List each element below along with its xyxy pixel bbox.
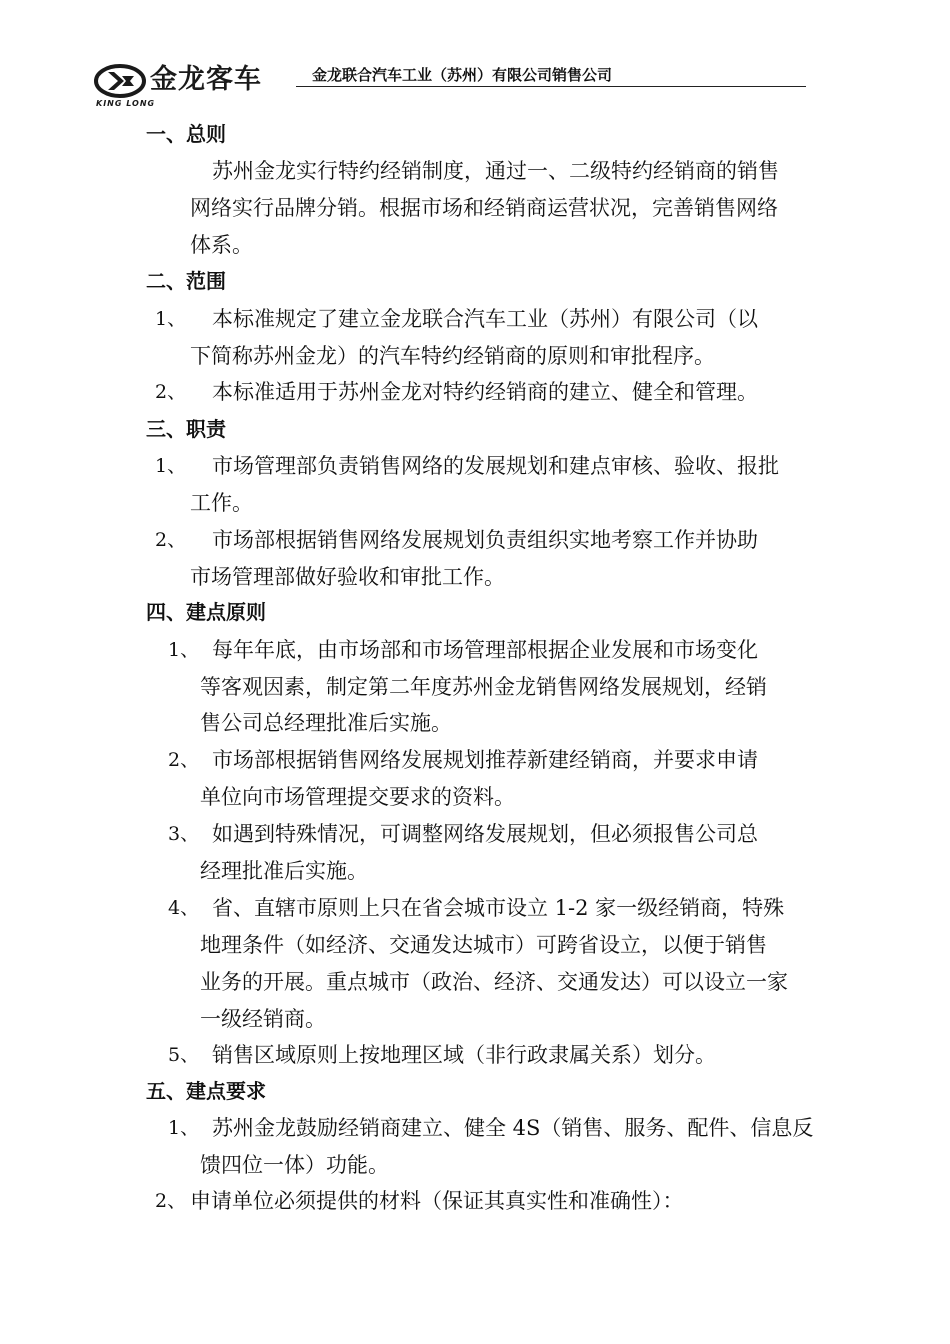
logo-english-text: KING LONG [96, 99, 156, 108]
list-item-line: 经理批准后实施。 [200, 859, 368, 883]
item-number: 1、 [168, 1117, 200, 1139]
list-item-line: 每年年底，由市场部和市场管理部根据企业发展和市场变化 [212, 638, 758, 662]
item-number: 1、 [155, 455, 187, 477]
section-heading: 一、总则 [146, 122, 226, 146]
section-heading: 二、范围 [146, 269, 226, 293]
king-long-logo [92, 60, 282, 110]
list-item-line: 本标准规定了建立金龙联合汽车工业（苏州）有限公司（以 [212, 307, 758, 331]
list-item-line: 等客观因素，制定第二年度苏州金龙销售网络发展规划，经销 [200, 675, 767, 699]
item-number: 1、 [168, 639, 200, 661]
list-item-line: 工作。 [190, 491, 253, 515]
list-item-line: 售公司总经理批准后实施。 [200, 711, 452, 735]
list-item-line: 市场部根据销售网络发展规划负责组织实地考察工作并协助 [212, 528, 758, 552]
list-item-line: 市场管理部做好验收和审批工作。 [190, 565, 505, 589]
list-item-line: 单位向市场管理提交要求的资料。 [200, 785, 515, 809]
paragraph-line: 苏州金龙实行特约经销制度，通过一、二级特约经销商的销售 [212, 159, 779, 183]
paragraph-line: 体系。 [190, 233, 253, 257]
list-item-line: 市场管理部负责销售网络的发展规划和建点审核、验收、报批 [212, 454, 779, 478]
list-item-line: 业务的开展。重点城市（政治、经济、交通发达）可以设立一家 [200, 970, 788, 994]
list-item-line: 申请单位必须提供的材料（保证其真实性和准确性）： [190, 1189, 684, 1213]
item-number: 2、 [155, 1190, 187, 1212]
item-number: 2、 [168, 749, 200, 771]
list-item-line: 下简称苏州金龙）的汽车特约经销商的原则和审批程序。 [190, 344, 715, 368]
section-heading: 四、建点原则 [146, 600, 266, 624]
section-heading: 三、职责 [146, 417, 226, 441]
header-title: 金龙联合汽车工业（苏州）有限公司销售公司 [312, 66, 613, 84]
list-item-line: 一级经销商。 [200, 1007, 326, 1031]
item-number: 4、 [168, 897, 200, 919]
item-number: 1、 [155, 308, 187, 330]
list-item-line: 苏州金龙鼓励经销商建立、健全 4S（销售、服务、配件、信息反 [212, 1116, 814, 1140]
header-divider [296, 86, 806, 87]
section-heading: 五、建点要求 [146, 1079, 266, 1103]
list-item-line: 地理条件（如经济、交通发达城市）可跨省设立，以便于销售 [200, 933, 767, 957]
list-item-line: 省、直辖市原则上只在省会城市设立 1-2 家一级经销商，特殊 [212, 896, 785, 920]
logo-chinese-text: 金龙客车 [150, 64, 262, 95]
item-number: 2、 [155, 529, 187, 551]
king-long-logo-icon [94, 64, 146, 98]
item-number: 3、 [168, 823, 200, 845]
item-number: 5、 [168, 1044, 200, 1066]
list-item-line: 本标准适用于苏州金龙对特约经销商的建立、健全和管理。 [212, 380, 758, 404]
list-item-line: 销售区域原则上按地理区域（非行政隶属关系）划分。 [212, 1043, 716, 1067]
list-item-line: 如遇到特殊情况，可调整网络发展规划，但必须报售公司总 [212, 822, 758, 846]
list-item-line: 市场部根据销售网络发展规划推荐新建经销商，并要求申请 [212, 748, 758, 772]
paragraph-line: 网络实行品牌分销。根据市场和经销商运营状况，完善销售网络 [190, 196, 778, 220]
list-item-line: 馈四位一体）功能。 [200, 1153, 389, 1177]
item-number: 2、 [155, 381, 187, 403]
